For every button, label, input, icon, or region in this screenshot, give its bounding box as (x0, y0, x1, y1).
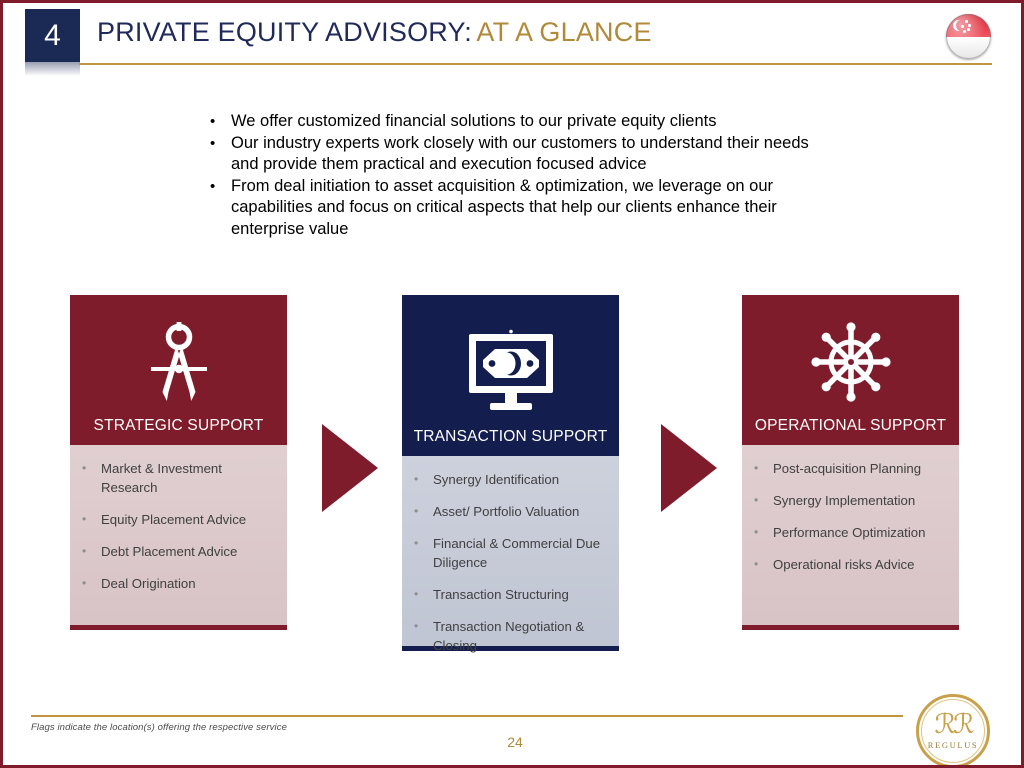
card-header (402, 295, 619, 456)
singapore-flag-icon (946, 14, 991, 59)
list-item (210, 111, 830, 133)
bullet-marker: • (754, 557, 759, 571)
card-item-list (742, 445, 959, 625)
bullet-marker: • (210, 134, 216, 152)
slide-number-text: 4 (44, 18, 61, 52)
list-item (754, 459, 945, 478)
logo-monogram: ℛℛ (934, 709, 972, 739)
card-item-list (70, 445, 287, 625)
card-transaction-support (402, 295, 619, 651)
bullet-marker: • (414, 587, 419, 601)
bullet-marker: • (754, 461, 759, 475)
list-item (82, 510, 273, 529)
list-item-label: Deal Origination (101, 576, 196, 591)
right-arrow-icon (322, 424, 378, 512)
card-header (70, 295, 287, 445)
list-item-label: Performance Optimization (773, 525, 926, 540)
card-operational-support (742, 295, 959, 630)
bullet-marker: • (754, 493, 759, 507)
list-item (754, 523, 945, 542)
slide-number-badge (25, 9, 80, 62)
card-title: TRANSACTION SUPPORT (413, 428, 608, 445)
bullet-text: We offer customized financial solutions to our private equity clients (231, 112, 717, 130)
monitor-banknote-icon (459, 329, 563, 420)
flag-ring (946, 14, 991, 59)
page-title-sub: AT A GLANCE (476, 17, 652, 47)
bullet-marker: • (82, 544, 87, 558)
list-item-label: Operational risks Advice (773, 557, 915, 572)
list-item-label: Asset/ Portfolio Valuation (433, 504, 580, 519)
list-item (754, 555, 945, 574)
bullet-marker: • (82, 461, 87, 475)
list-item-label: Synergy Implementation (773, 493, 916, 508)
card-header (742, 295, 959, 445)
page-title-main: PRIVATE EQUITY ADVISORY: (97, 17, 472, 47)
bullet-text: From deal initiation to asset acquisition & optimization, we leverage on our capabilities and focus on critical aspects that help our clients enhance their enterprise value (231, 176, 777, 238)
logo-wordmark: REGULUS (927, 740, 979, 750)
card-footer-bar (70, 625, 287, 630)
ship-wheel-icon (809, 320, 893, 409)
card-title: OPERATIONAL SUPPORT (754, 417, 947, 434)
list-item (414, 585, 605, 604)
title-divider (79, 63, 992, 65)
page-title (97, 17, 652, 48)
footnote-text: Flags indicate the location(s) offering the respective service (31, 722, 287, 733)
compass-divider-icon (142, 322, 216, 409)
bullet-text: Our industry experts work closely with our customers to understand their needs and provide them practical and execution focused advice (231, 133, 809, 174)
list-item-label: Transaction Negotiation & Closing (433, 619, 585, 653)
list-item (414, 534, 605, 572)
bullet-marker: • (414, 536, 419, 550)
list-item (414, 617, 605, 655)
list-item-label: Transaction Structuring (433, 587, 569, 602)
bullet-marker: • (82, 512, 87, 526)
list-item (82, 574, 273, 593)
page-number: 24 (507, 734, 523, 750)
bullet-marker: • (754, 525, 759, 539)
list-item-label: Equity Placement Advice (101, 512, 247, 527)
intro-bullet-list (210, 111, 830, 241)
regulus-logo (916, 694, 990, 768)
list-item (210, 176, 830, 241)
list-item-label: Debt Placement Advice (101, 544, 238, 559)
footer-divider (31, 715, 903, 717)
bullet-marker: • (210, 177, 216, 195)
list-item (82, 459, 273, 497)
list-item-label: Post-acquisition Planning (773, 461, 922, 476)
card-footer-bar (742, 625, 959, 630)
card-item-list (402, 456, 619, 653)
bullet-marker: • (414, 472, 419, 486)
bullet-marker: • (414, 619, 419, 633)
list-item (82, 542, 273, 561)
bullet-marker: • (210, 113, 216, 130)
list-item (754, 491, 945, 510)
list-item-label: Financial & Commercial Due Diligence (433, 536, 601, 570)
list-item (210, 133, 830, 176)
list-item (414, 470, 605, 489)
card-strategic-support (70, 295, 287, 630)
bullet-marker: • (82, 576, 87, 590)
card-title: STRATEGIC SUPPORT (93, 417, 264, 434)
right-arrow-icon (661, 424, 717, 512)
list-item-label: Market & Investment Research (101, 461, 222, 495)
list-item (414, 502, 605, 521)
list-item-label: Synergy Identification (433, 472, 560, 487)
slide-number-reflection (25, 62, 80, 76)
bullet-marker: • (414, 504, 419, 518)
